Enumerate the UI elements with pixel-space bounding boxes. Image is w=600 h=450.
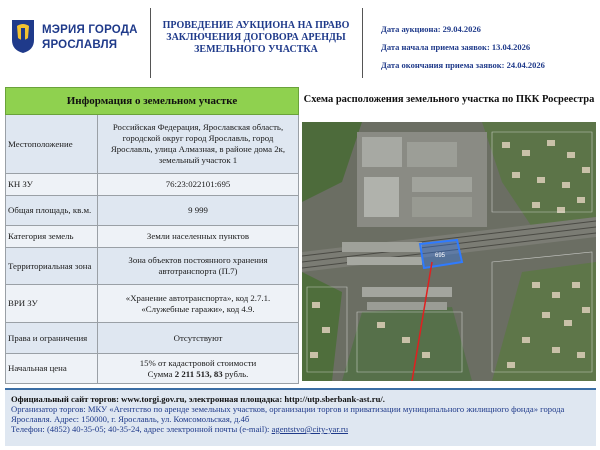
- header-divider-1: [150, 8, 151, 78]
- table-row-area: [5, 196, 299, 226]
- row-value: Земли населенных пунктов: [146, 231, 250, 241]
- price-amount: 2 211 513, 83: [174, 368, 223, 379]
- plot-number: 695: [434, 253, 446, 259]
- row-label: Общая площадь, кв.м.: [6, 196, 98, 225]
- info-table-heading: Информация о земельном участке: [5, 87, 299, 115]
- logo-line-1: МЭРИЯ ГОРОДА: [42, 24, 138, 36]
- row-label: Начальная цена: [6, 354, 98, 383]
- footer-info: [5, 388, 596, 446]
- table-row-land-category: [5, 226, 299, 248]
- torgi-link[interactable]: www.torgi.gov.ru: [121, 394, 185, 404]
- logo: [10, 18, 140, 58]
- map-title: Схема расположения земельного участка по ПКК Росреестра: [303, 94, 595, 105]
- row-label: ВРИ ЗУ: [6, 285, 98, 322]
- row-label: Территориальная зона: [6, 248, 98, 284]
- table-row-cadastral-number: [5, 174, 299, 196]
- row-value: Зона объектов постоянного хранения автотранспорта (П.7): [128, 255, 268, 276]
- footer-line-organizer: Организатор торгов: МКУ «Агентство по аренде земельных участков, организации торгов и приватизации муниципального жилищного фонда» города Ярославля. Адрес: 150000, г. Ярославль, ул. Комсомольская, д.4б: [11, 404, 565, 424]
- row-label: Категория земель: [6, 226, 98, 247]
- row-value: Российская Федерация, Ярославская область, городской округ город Ярославль, город Ярославль, улица Алмазная, в районе дома 2к, земельный участок 1: [110, 122, 286, 165]
- row-value: 9 999: [188, 205, 208, 215]
- coat-of-arms-icon: [10, 18, 36, 54]
- cadastral-map: [302, 122, 596, 381]
- footer-line-sites: Официальный сайт торгов: www.torgi.gov.ru, электронная площадка: http://utp.sberbank-ast.ru/.: [11, 394, 385, 404]
- row-value: «Хранение автотранспорта», код 2.7.1. «Служебные гаражи», код 4.9.: [125, 292, 271, 314]
- row-label: Местоположение: [6, 115, 98, 173]
- row-value: Отсутствуют: [173, 332, 223, 343]
- price-percent: 15% от кадастровой стоимости: [139, 357, 257, 368]
- footer-line-contacts: Телефон: (4852) 40-35-05; 40-35-24, адрес электронной почты (e-mail): agentstvo@city-yar.ru: [11, 424, 349, 434]
- sberbank-link[interactable]: http://utp.sberbank-ast.ru/.: [284, 394, 385, 404]
- header-divider-2: [362, 8, 363, 78]
- table-row-rights: [5, 323, 299, 354]
- table-row-location: [5, 115, 299, 174]
- table-row-territorial-zone: [5, 248, 299, 285]
- page-title: ПРОВЕДЕНИЕ АУКЦИОНА НА ПРАВО ЗАКЛЮЧЕНИЯ ДОГОВОРА АРЕНДЫ ЗЕМЕЛЬНОГО УЧАСТКА: [162, 20, 350, 55]
- row-value: 76:23:022101:695: [165, 179, 231, 189]
- row-label: КН ЗУ: [6, 174, 98, 195]
- application-end-date: Дата окончания приема заявок: 24.04.2026: [381, 60, 545, 70]
- logo-line-2: ЯРОСЛАВЛЯ: [42, 39, 118, 51]
- email-link[interactable]: agentstvo@city-yar.ru: [271, 424, 349, 434]
- table-row-permitted-use: [5, 285, 299, 323]
- map-image: [302, 122, 596, 381]
- price-sum: Сумма 2 211 513, 83 рубль.: [147, 368, 249, 379]
- row-label: Права и ограничения: [6, 323, 98, 353]
- table-row-starting-price: [5, 354, 299, 384]
- row-value: [98, 354, 298, 383]
- auction-date: Дата аукциона: 29.04.2026: [381, 24, 481, 34]
- application-start-date: Дата начала приема заявок: 13.04.2026: [381, 42, 531, 52]
